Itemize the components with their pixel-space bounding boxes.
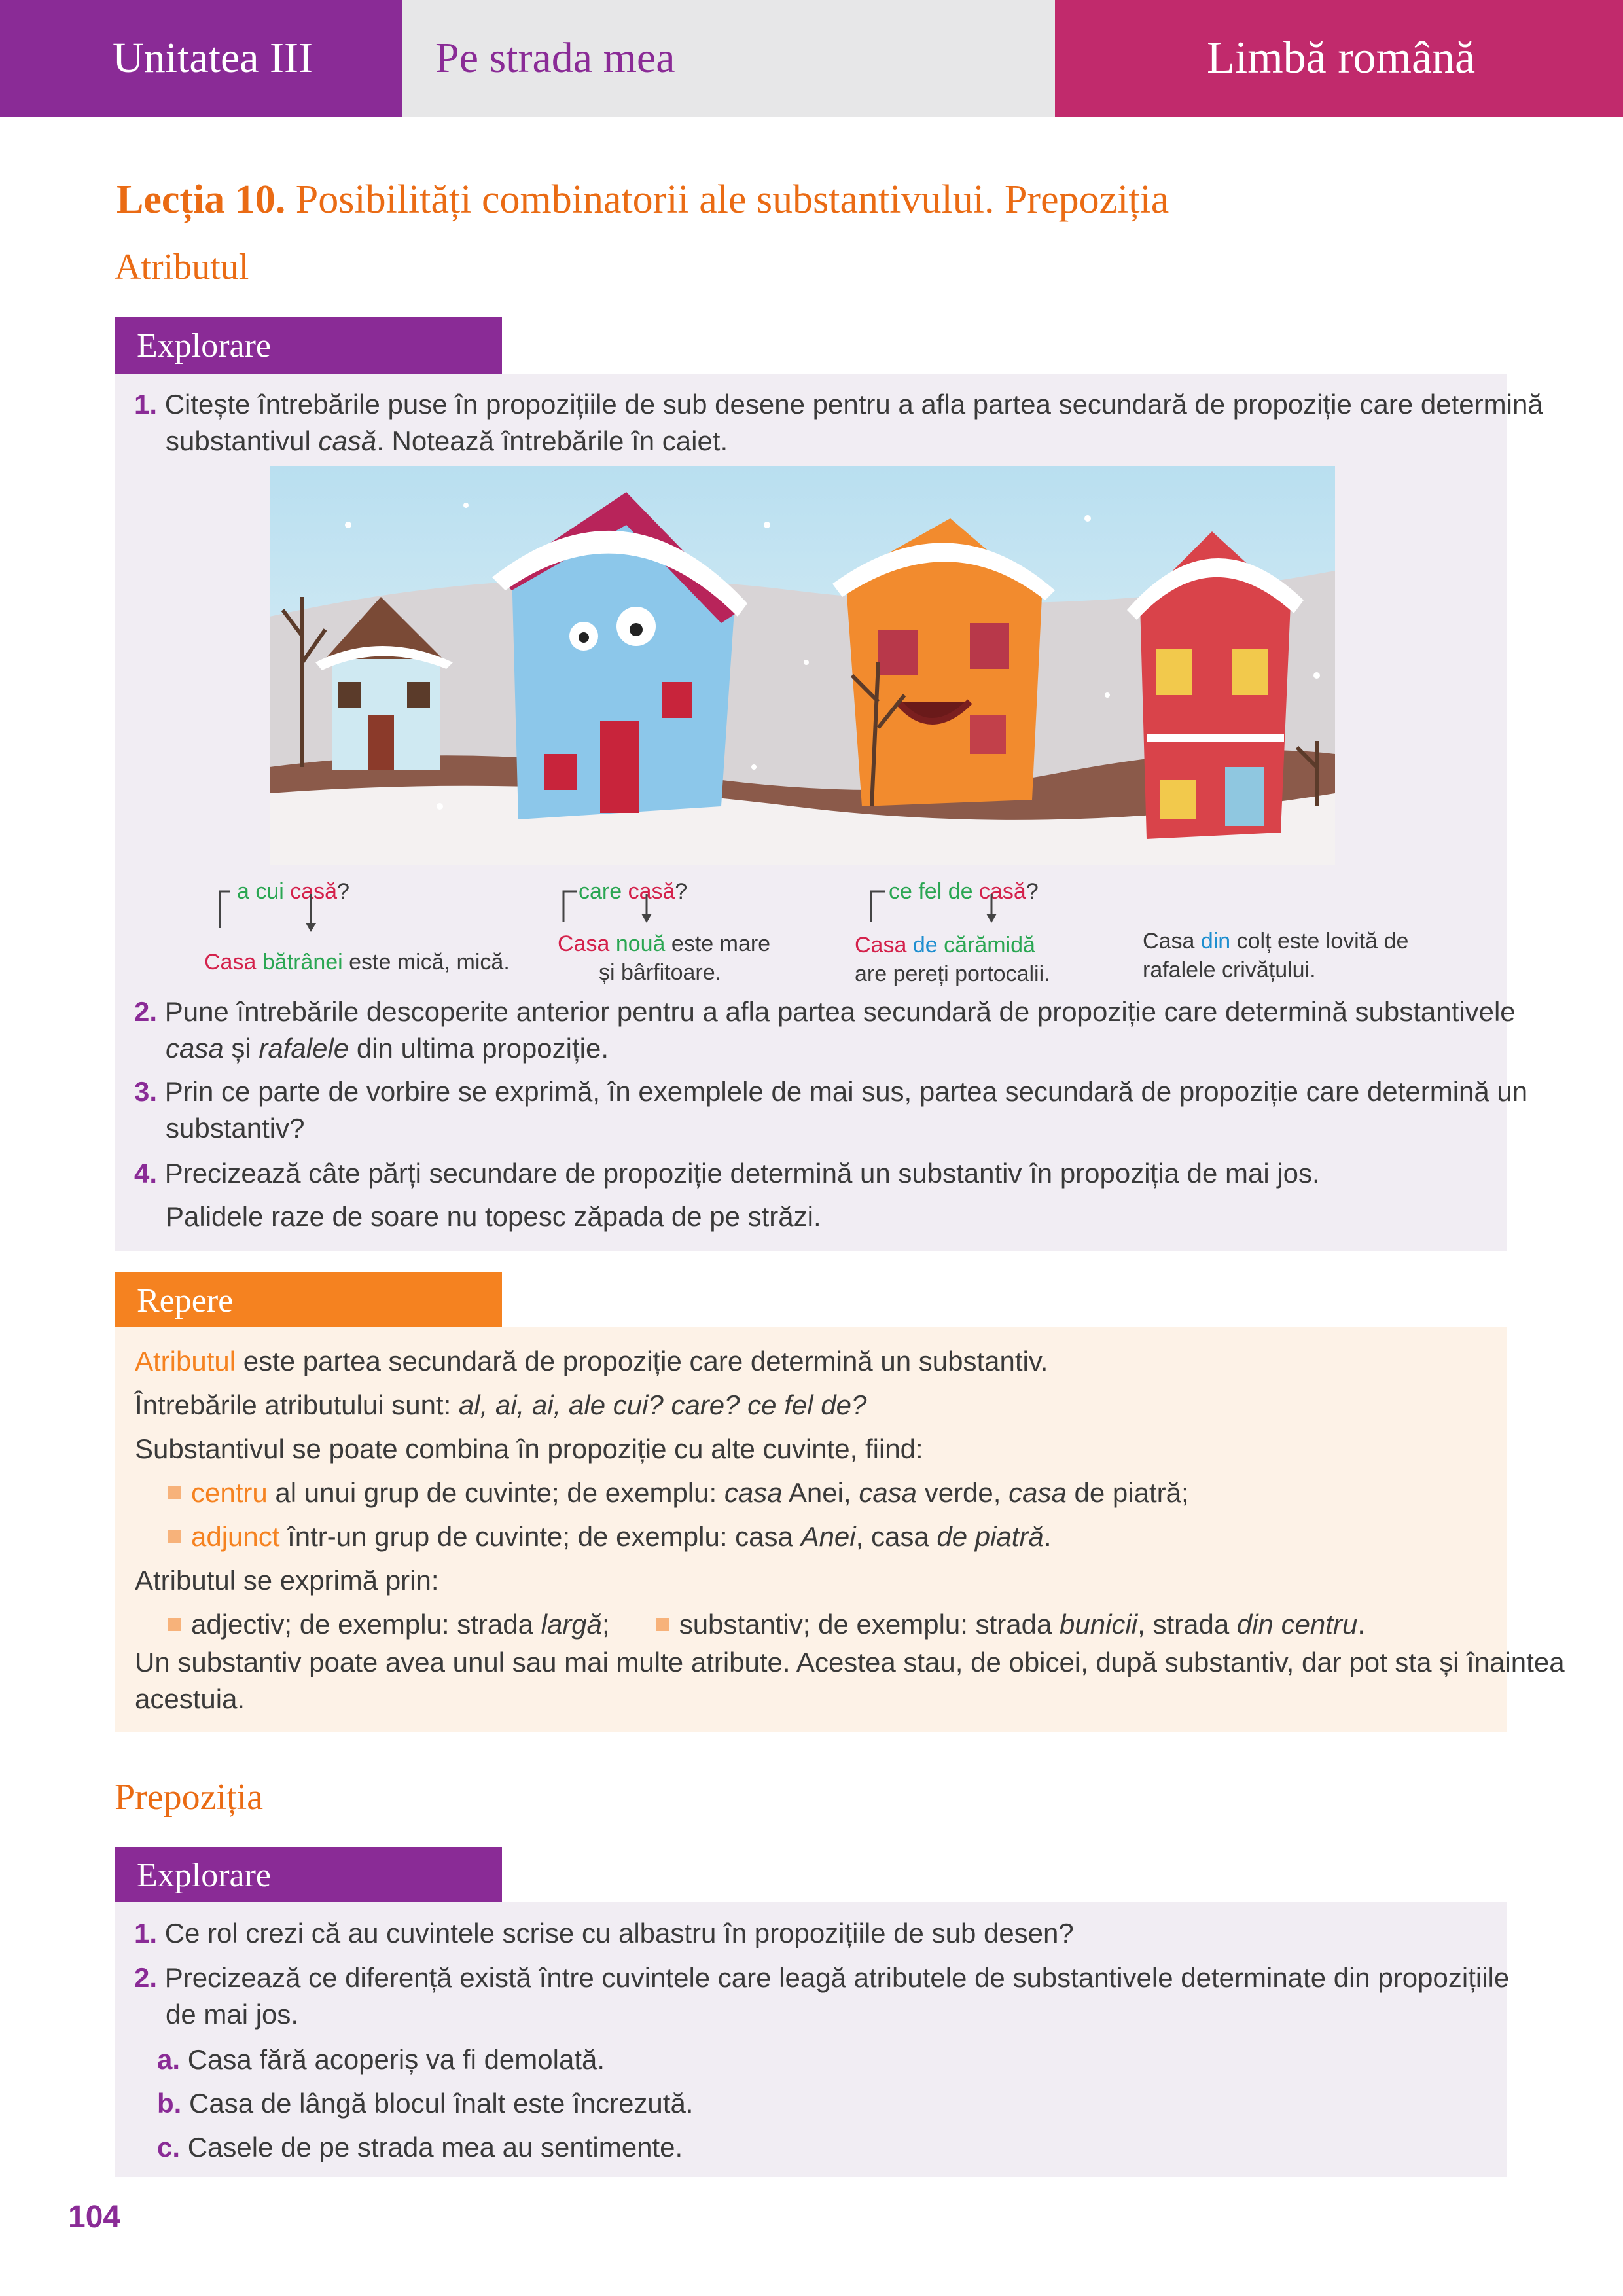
explorare-tag: Explorare <box>115 317 502 374</box>
caption-line2: are pereți portocalii. <box>855 961 1050 986</box>
caption-mark: ? <box>1026 879 1039 904</box>
question-1-prep <box>134 1915 1074 1952</box>
repere-content <box>135 1339 1365 1646</box>
caption-arrow <box>867 889 1005 935</box>
repere-italic: din centru <box>1236 1609 1358 1640</box>
repere-italic: largă <box>541 1609 603 1640</box>
caption-question: a cui <box>237 879 291 904</box>
question-text: substantivul <box>166 425 319 456</box>
repere-text: . <box>1043 1521 1052 1552</box>
houses-illustration <box>270 466 1335 865</box>
caption-arrow <box>560 889 664 935</box>
term-centru: centru <box>191 1477 268 1508</box>
caption-noun: casă <box>628 879 675 904</box>
question-number: 3. <box>134 1076 158 1107</box>
caption-question: care <box>579 879 628 904</box>
repere-italic: al, ai, ai, ale cui? care? ce fel de? <box>458 1390 867 1420</box>
lesson-name: Posibilități combinatorii ale substantivului. Prepoziția <box>285 177 1169 222</box>
list-item <box>157 2044 605 2075</box>
caption-mark: ? <box>337 879 350 904</box>
section-heading-prepozitia: Prepoziția <box>115 1777 264 1818</box>
repere-text: . <box>1357 1609 1365 1640</box>
header-unit: Unitatea III <box>0 0 402 117</box>
section-heading-atributul: Atributul <box>115 247 249 287</box>
repere-text: al unui grup de cuvinte; de exemplu: <box>267 1477 724 1508</box>
list-letter: c. <box>157 2132 181 2162</box>
question-text: și <box>223 1033 259 1064</box>
list-item <box>157 2132 683 2162</box>
caption-noun: Casa <box>204 950 257 975</box>
question-text: Pune întrebările descoperite anterior pentru a afla partea secundară de propoziție care determină substantivele <box>164 996 1516 1027</box>
caption-noun: Casa <box>1143 929 1201 954</box>
question-text: de mai jos. <box>166 1999 299 2030</box>
repere-note <box>135 1644 1565 1717</box>
list-text: Casa fără acoperiș va fi demolată. <box>187 2044 605 2075</box>
repere-tag: Repere <box>115 1272 502 1329</box>
repere-text: Substantivul se poate combina în propoziție cu alte cuvinte, fiind: <box>135 1433 923 1464</box>
repere-text: Anei, <box>782 1477 859 1508</box>
caption-rest: colț este lovită de <box>1230 929 1409 954</box>
term-atributul: Atributul <box>135 1346 236 1376</box>
question-number: 2. <box>134 1962 158 1993</box>
caption-noun: casă <box>978 879 1026 904</box>
caption-noun: casă <box>290 879 338 904</box>
bullet-square <box>168 1618 181 1631</box>
caption-attribute: bătrânei <box>262 950 343 975</box>
question-text: substantiv? <box>166 1113 305 1143</box>
question-number: 1. <box>134 1918 158 1948</box>
repere-text: ; <box>602 1609 610 1640</box>
repere-text: acestuia. <box>135 1683 245 1714</box>
caption-noun: Casa <box>558 931 610 956</box>
caption-attribute: nouă <box>615 931 666 956</box>
question-italic: casa <box>166 1033 224 1064</box>
bullet-square <box>168 1530 181 1543</box>
caption-question: ce fel de <box>889 879 979 904</box>
caption-line2: și bârfitoare. <box>599 960 722 985</box>
caption-rest: este mică, mică. <box>342 950 510 975</box>
caption-rest: este mare <box>665 931 771 956</box>
lesson-number: Lecția 10. <box>116 177 286 222</box>
caption-arrow <box>216 889 327 941</box>
question-text: din ultima propoziție. <box>349 1033 609 1064</box>
repere-text: într-un grup de cuvinte; de exemplu: casa <box>279 1521 801 1552</box>
question-text: Prin ce parte de vorbire se exprimă, în exemplele de mai sus, partea secundară de propoziție care determină un <box>164 1076 1528 1107</box>
question-number: 4. <box>134 1158 158 1189</box>
explorare-tag: Explorare <box>115 1847 502 1903</box>
question-number: 1. <box>134 389 158 420</box>
question-text: . Notează întrebările în caiet. <box>376 425 728 456</box>
lesson-title <box>116 177 1169 223</box>
question-text: Citește întrebările puse în propozițiile de sub desene pentru a afla partea secundară de propoziție care determină <box>164 389 1543 420</box>
example-sentence: Palidele raze de soare nu topesc zăpada de pe străzi. <box>166 1201 821 1232</box>
caption-preposition: de <box>912 933 938 958</box>
question-2 <box>134 994 1516 1067</box>
header-subject: Limbă română <box>1055 0 1623 117</box>
repere-italic: casa <box>859 1477 918 1508</box>
question-text: Precizează ce diferență există între cuvintele care leagă atributele de substantivele determinate din propozițiile <box>164 1962 1510 1993</box>
header-title: Pe strada mea <box>402 0 1055 117</box>
question-italic: casă <box>318 425 377 456</box>
page-number: 104 <box>68 2200 121 2234</box>
caption-line2: rafalele crivățului. <box>1143 958 1316 982</box>
example-list <box>157 2037 693 2169</box>
repere-text: , strada <box>1137 1609 1237 1640</box>
repere-text: Un substantiv poate avea unul sau mai multe atribute. Acestea stau, de obicei, după substantiv, dar pot sta și înaintea <box>135 1647 1565 1677</box>
term-adjunct: adjunct <box>191 1521 280 1552</box>
bullet-square <box>656 1618 669 1631</box>
repere-text: adjectiv; de exemplu: strada <box>191 1609 541 1640</box>
repere-italic: casa <box>1008 1477 1067 1508</box>
question-number: 2. <box>134 996 158 1027</box>
question-1 <box>134 386 1543 459</box>
question-4 <box>134 1152 1320 1238</box>
repere-italic: bunicii <box>1060 1609 1138 1640</box>
caption-attribute: cărămidă <box>944 933 1035 958</box>
question-text: Ce rol crezi că au cuvintele scrise cu albastru în propozițiile de sub desen? <box>164 1918 1074 1948</box>
repere-italic: Anei <box>800 1521 856 1552</box>
caption-noun: Casa <box>855 933 907 958</box>
list-letter: b. <box>157 2088 182 2119</box>
repere-text: este partea secundară de propoziție care determină un substantiv. <box>236 1346 1048 1376</box>
question-2-prep <box>134 1960 1509 2033</box>
caption-mark: ? <box>675 879 688 904</box>
list-text: Casa de lângă blocul înalt este încrezută. <box>189 2088 694 2119</box>
question-text: Precizează câte părți secundare de propoziție determină un substantiv în propoziția de mai jos. <box>164 1158 1320 1189</box>
repere-text: de piatră; <box>1066 1477 1189 1508</box>
repere-text: Atributul se exprimă prin: <box>135 1565 439 1596</box>
repere-text: substantiv; de exemplu: strada <box>679 1609 1060 1640</box>
repere-italic: de piatră <box>936 1521 1044 1552</box>
repere-italic: casa <box>724 1477 783 1508</box>
caption-preposition: din <box>1200 929 1231 954</box>
list-item <box>157 2088 693 2119</box>
question-italic: rafalele <box>259 1033 349 1064</box>
repere-text: , casa <box>855 1521 937 1552</box>
list-text: Casele de pe strada mea au sentimente. <box>187 2132 683 2162</box>
list-letter: a. <box>157 2044 181 2075</box>
question-3 <box>134 1073 1527 1147</box>
bullet-square <box>168 1486 181 1499</box>
repere-text: Întrebările atributului sunt: <box>135 1390 459 1420</box>
repere-text: verde, <box>917 1477 1009 1508</box>
